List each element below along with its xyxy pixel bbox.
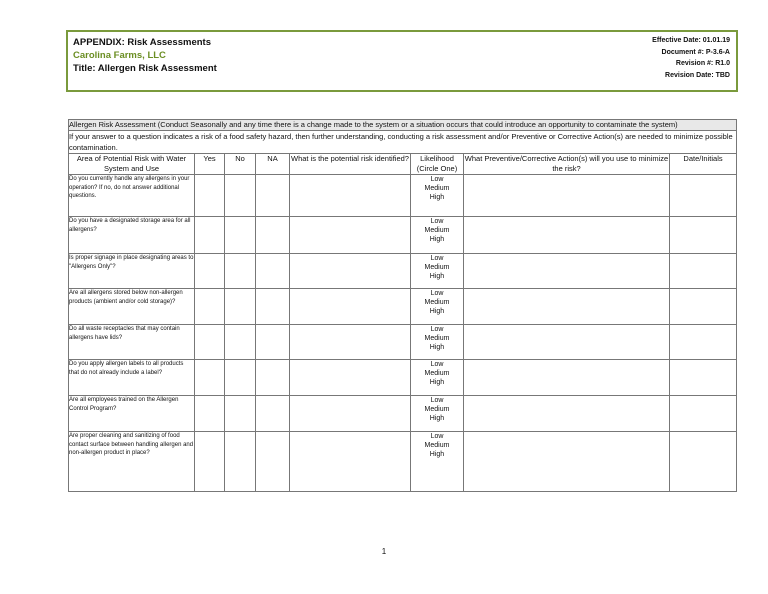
date-initials-cell[interactable] xyxy=(670,360,737,396)
document-number: Document #: P-3.6-A xyxy=(661,48,730,56)
yes-cell[interactable] xyxy=(195,254,225,289)
date-initials-cell[interactable] xyxy=(670,254,737,289)
likelihood-high[interactable]: High xyxy=(429,451,445,458)
risk-cell[interactable] xyxy=(290,432,411,492)
likelihood-low[interactable]: Low xyxy=(430,218,444,225)
likelihood-medium[interactable]: Medium xyxy=(424,299,450,306)
yes-cell[interactable] xyxy=(195,175,225,217)
likelihood-cell[interactable] xyxy=(411,432,464,492)
action-cell[interactable] xyxy=(464,289,670,325)
likelihood-low[interactable]: Low xyxy=(430,361,444,368)
yes-cell[interactable] xyxy=(195,360,225,396)
likelihood-high[interactable]: High xyxy=(429,379,445,386)
na-cell[interactable] xyxy=(256,254,290,289)
col-yes: Yes xyxy=(195,154,225,175)
risk-cell[interactable] xyxy=(290,325,411,360)
no-cell[interactable] xyxy=(225,289,256,325)
likelihood-cell[interactable] xyxy=(411,289,464,325)
likelihood-cell[interactable] xyxy=(411,396,464,432)
action-cell[interactable] xyxy=(464,396,670,432)
likelihood-low[interactable]: Low xyxy=(430,290,444,297)
action-cell[interactable] xyxy=(464,254,670,289)
company-name: Carolina Farms, LLC xyxy=(73,50,166,61)
document-header xyxy=(66,30,738,92)
likelihood-medium[interactable]: Medium xyxy=(424,442,450,449)
na-cell[interactable] xyxy=(256,360,290,396)
date-initials-cell[interactable] xyxy=(670,289,737,325)
question-text: Do you currently handle any allergens in your operation? If no, do not answer additional questions. xyxy=(69,175,195,217)
likelihood-medium[interactable]: Medium xyxy=(424,335,450,342)
risk-cell[interactable] xyxy=(290,175,411,217)
na-cell[interactable] xyxy=(256,325,290,360)
na-cell[interactable] xyxy=(256,217,290,254)
likelihood-medium[interactable]: Medium xyxy=(424,370,450,377)
risk-cell[interactable] xyxy=(290,217,411,254)
likelihood-high[interactable]: High xyxy=(429,344,445,351)
likelihood-cell[interactable] xyxy=(411,175,464,217)
table-row xyxy=(69,289,737,325)
no-cell[interactable] xyxy=(225,432,256,492)
table-row xyxy=(69,360,737,396)
no-cell[interactable] xyxy=(225,325,256,360)
col-na: NA xyxy=(256,154,290,175)
risk-cell[interactable] xyxy=(290,360,411,396)
table-row xyxy=(69,254,737,289)
question-text: Is proper signage in place designating areas to "Allergens Only"? xyxy=(69,254,195,289)
likelihood-medium[interactable]: Medium xyxy=(424,406,450,413)
effective-date: Effective Date: 01.01.19 xyxy=(652,37,730,44)
likelihood-medium[interactable]: Medium xyxy=(424,264,450,271)
col-action: What Preventive/Corrective Action(s) will you use to minimize the risk? xyxy=(464,154,669,173)
na-cell[interactable] xyxy=(256,396,290,432)
yes-cell[interactable] xyxy=(195,289,225,325)
document-title: Title: Allergen Risk Assessment xyxy=(73,63,217,74)
no-cell[interactable] xyxy=(225,175,256,217)
question-text: Do you have a designated storage area for all allergens? xyxy=(69,217,195,254)
col-no: No xyxy=(225,154,256,175)
question-text: Do you apply allergen labels to all products that do not already include a label? xyxy=(69,360,195,396)
likelihood-high[interactable]: High xyxy=(429,415,445,422)
likelihood-cell[interactable] xyxy=(411,217,464,254)
date-initials-cell[interactable] xyxy=(670,432,737,492)
likelihood-low[interactable]: Low xyxy=(430,397,444,404)
table-row xyxy=(69,217,737,254)
date-initials-cell[interactable] xyxy=(670,396,737,432)
yes-cell[interactable] xyxy=(195,217,225,254)
no-cell[interactable] xyxy=(225,217,256,254)
page-number: 1 xyxy=(381,547,387,556)
table-row xyxy=(69,325,737,360)
date-initials-cell[interactable] xyxy=(670,217,737,254)
no-cell[interactable] xyxy=(225,360,256,396)
action-cell[interactable] xyxy=(464,175,670,217)
likelihood-cell[interactable] xyxy=(411,325,464,360)
table-title: Allergen Risk Assessment (Conduct Seasonally and any time there is a change made to the system or a situation occurs that could introduce an opportunity to contaminate the system) xyxy=(69,120,737,131)
question-text: Do all waste receptacles that may contain allergens have lids? xyxy=(69,325,195,360)
no-cell[interactable] xyxy=(225,254,256,289)
revision-date: Revision Date: TBD xyxy=(665,71,730,79)
header-left xyxy=(73,36,217,75)
risk-cell[interactable] xyxy=(290,289,411,325)
action-cell[interactable] xyxy=(464,217,670,254)
likelihood-medium[interactable]: Medium xyxy=(424,185,450,192)
col-potential-risk: What is the potential risk identified? xyxy=(290,154,411,175)
question-text: Are all allergens stored below non-allergen products (ambient and/or cold storage)? xyxy=(69,289,195,325)
table-row xyxy=(69,396,737,432)
action-cell[interactable] xyxy=(464,360,670,396)
header-right xyxy=(652,35,730,81)
likelihood-low[interactable]: Low xyxy=(430,326,444,333)
col-likelihood: Likelihood (Circle One) xyxy=(411,154,464,175)
yes-cell[interactable] xyxy=(195,396,225,432)
yes-cell[interactable] xyxy=(195,432,225,492)
likelihood-low[interactable]: Low xyxy=(430,176,444,183)
likelihood-high[interactable]: High xyxy=(429,273,445,280)
action-cell[interactable] xyxy=(464,325,670,360)
question-text: Are proper cleaning and sanitizing of food contact surface between handling allergen and non-allergen product in place? xyxy=(69,432,195,492)
question-text: Are all employees trained on the Allergen Control Program? xyxy=(69,396,195,432)
risk-assessment-table xyxy=(68,119,737,492)
date-initials-cell[interactable] xyxy=(670,175,737,217)
table-body xyxy=(69,175,737,492)
no-cell[interactable] xyxy=(225,396,256,432)
risk-cell[interactable] xyxy=(290,396,411,432)
table-intro: If your answer to a question indicates a risk of a food safety hazard, then further understanding, conducting a risk assessment and/or Preventive or Corrective Action(s) are needed to minimize possible contamination. xyxy=(69,131,737,154)
likelihood-medium[interactable]: Medium xyxy=(424,227,450,234)
col-area: Area of Potential Risk with Water System and Use xyxy=(69,154,195,175)
na-cell[interactable] xyxy=(256,432,290,492)
likelihood-cell[interactable] xyxy=(411,254,464,289)
likelihood-low[interactable]: Low xyxy=(430,433,444,440)
table-row xyxy=(69,432,737,492)
likelihood-high[interactable]: High xyxy=(429,236,445,243)
likelihood-low[interactable]: Low xyxy=(430,255,444,262)
na-cell[interactable] xyxy=(256,289,290,325)
date-initials-cell[interactable] xyxy=(670,325,737,360)
table-row xyxy=(69,175,737,217)
likelihood-high[interactable]: High xyxy=(429,308,445,315)
action-cell[interactable] xyxy=(464,432,670,492)
risk-cell[interactable] xyxy=(290,254,411,289)
appendix-title: APPENDIX: Risk Assessments xyxy=(73,37,211,48)
likelihood-cell[interactable] xyxy=(411,360,464,396)
col-date-initials: Date/Initials xyxy=(670,154,737,175)
revision-number: Revision #: R1.0 xyxy=(675,60,730,67)
header-row xyxy=(69,154,737,175)
likelihood-high[interactable]: High xyxy=(429,194,445,201)
na-cell[interactable] xyxy=(256,175,290,217)
yes-cell[interactable] xyxy=(195,325,225,360)
